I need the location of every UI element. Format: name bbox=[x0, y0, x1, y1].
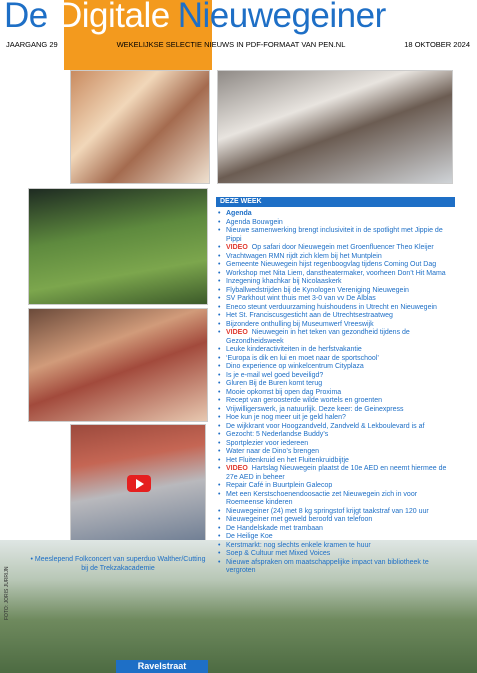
news-link-item[interactable] bbox=[218, 389, 450, 398]
news-link-item[interactable] bbox=[218, 210, 450, 219]
title-word-digitale: Digitale bbox=[56, 0, 170, 35]
news-link-item[interactable] bbox=[218, 355, 450, 364]
news-link-item[interactable] bbox=[218, 270, 450, 279]
news-link-text: Recept van geroosterde wilde wortels en groenten bbox=[226, 397, 383, 404]
photo-museumwerf-unveiling[interactable] bbox=[217, 70, 453, 184]
news-link-text: Gemeente Nieuwegein hijst regenboogvlag tijdens Coming Out Dag bbox=[226, 261, 437, 268]
news-link-item[interactable] bbox=[218, 550, 450, 559]
title-word-de: De bbox=[4, 0, 48, 35]
news-link-text: Flyballwedstrijden bij de Kynologen Vereniging Nieuwegein bbox=[226, 286, 409, 294]
news-link-text: Vrachtwagen RMN rijdt zich klem bij het Muntplein bbox=[226, 252, 382, 260]
news-link-item[interactable] bbox=[218, 491, 450, 508]
news-link-text: De Heilige Koe bbox=[226, 533, 273, 540]
news-link-item[interactable] bbox=[218, 508, 450, 517]
news-link-item[interactable] bbox=[218, 525, 450, 534]
news-link-item[interactable] bbox=[218, 380, 450, 389]
volume-label: JAARGANG 29 bbox=[6, 40, 58, 49]
news-link-item[interactable] bbox=[218, 516, 450, 525]
news-link-item[interactable] bbox=[218, 321, 450, 330]
news-link-item[interactable] bbox=[218, 542, 450, 551]
news-link-item[interactable] bbox=[218, 559, 450, 576]
news-link-item[interactable] bbox=[218, 219, 450, 228]
news-link-text: De Handelskade met trambaan bbox=[226, 524, 323, 532]
deze-week-list bbox=[218, 210, 450, 576]
news-link-item[interactable] bbox=[218, 406, 450, 415]
news-link-item[interactable] bbox=[218, 329, 450, 346]
video-tag: VIDEO bbox=[226, 329, 248, 336]
tagline: WEKELIJKSE SELECTIE NIEUWS IN PDF-FORMAAT VAN PEN.NL bbox=[116, 40, 346, 49]
video-tag: VIDEO bbox=[226, 244, 248, 251]
photo-flyball[interactable] bbox=[28, 188, 208, 305]
news-link-item[interactable] bbox=[218, 261, 450, 270]
news-link-text: Repair Café in Buurtplein Galecop bbox=[226, 482, 333, 489]
news-link-item[interactable] bbox=[218, 363, 450, 372]
news-link-text: Agenda Bouwgein bbox=[226, 218, 283, 226]
news-link-text: Mooie opkomst bij open dag Proxima bbox=[226, 388, 342, 396]
photo-aed-video[interactable] bbox=[70, 424, 206, 544]
video-tag: VIDEO bbox=[226, 465, 248, 472]
photo-jippie-de-pippi[interactable] bbox=[70, 70, 210, 184]
news-link-text: Agenda bbox=[226, 210, 252, 217]
news-link-text: Nieuwe afspraken om maatschappelijke impact van bibliotheek te vergroten bbox=[226, 558, 429, 574]
masthead bbox=[0, 0, 477, 56]
news-link-item[interactable] bbox=[218, 465, 450, 482]
news-link-text: Gluren Bij de Buren komt terug bbox=[226, 380, 323, 387]
news-link-text: Vrijwilligerswerk, ja natuurlijk. Deze keer: de Geinexpress bbox=[226, 405, 404, 413]
news-link-text: SV Parkhout wint thuis met 3-0 van vv De Alblas bbox=[226, 295, 376, 302]
news-link-text: Workshop met Nita Liem, danstheatermaker, voorheen Don’t Hit Mama bbox=[226, 269, 446, 277]
news-link-item[interactable] bbox=[218, 482, 450, 491]
folkconcert-link[interactable]: • Meeslepend Folkconcert van superduo Walther/Cutting bij de Trekzakacademie bbox=[30, 556, 206, 572]
news-link-item[interactable] bbox=[218, 227, 450, 244]
news-link-text: Gezocht: 5 Nederlandse Buddy’s bbox=[226, 431, 329, 438]
newspaper-title bbox=[4, 0, 386, 36]
news-link-item[interactable] bbox=[218, 533, 450, 542]
play-video-icon[interactable] bbox=[127, 475, 151, 492]
news-link-text: Hartslag Nieuwegein plaatst de 10e AED en neemt hiermee de 27e AED in beheer bbox=[226, 465, 447, 481]
news-link-text: Het Fluitenkruid en het Fluitenkruidbijtje bbox=[226, 456, 349, 464]
location-label: Ravelstraat bbox=[116, 660, 208, 673]
news-link-item[interactable] bbox=[218, 423, 450, 432]
news-link-text: Sportplezier voor iedereen bbox=[226, 439, 309, 447]
news-link-text: Eneco steunt verduurzaming huishoudens in Utrecht en Nieuwegein bbox=[226, 303, 437, 311]
title-word-nieuwegeiner: Nieuwegeiner bbox=[177, 0, 386, 35]
masthead-subline bbox=[6, 40, 470, 49]
news-link-text: Nieuwe samenwerking brengt inclusiviteit in de spotlight met Jippie de Pippi bbox=[226, 227, 443, 243]
news-link-item[interactable] bbox=[218, 253, 450, 262]
news-link-text: Inzegening khachkar bij Nicolaaskerk bbox=[226, 278, 342, 285]
news-link-text: Hoe kun je nog meer uit je geld halen? bbox=[226, 414, 346, 421]
deze-week-header: DEZE WEEK bbox=[216, 197, 455, 207]
news-link-item[interactable] bbox=[218, 431, 450, 440]
news-link-item[interactable] bbox=[218, 372, 450, 381]
news-link-text: Leuke kinderactiviteiten in de herfstvakantie bbox=[226, 346, 362, 353]
news-link-item[interactable] bbox=[218, 312, 450, 321]
photo-credit: FOTO: JORIS JURRIJN bbox=[4, 566, 10, 620]
news-link-text: Soep & Cultuur met Mixed Voices bbox=[226, 550, 331, 557]
news-link-item[interactable] bbox=[218, 448, 450, 457]
news-link-item[interactable] bbox=[218, 457, 450, 466]
news-link-item[interactable] bbox=[218, 414, 450, 423]
news-link-text: Water naar de Dino’s brengen bbox=[226, 448, 319, 455]
news-link-text: Op safari door Nieuwegein met Groenfluencer Theo Kleijer bbox=[251, 244, 434, 251]
news-link-text: Het St. Franciscusgesticht aan de Utrechtsestraatweg bbox=[226, 312, 393, 319]
news-link-item[interactable] bbox=[218, 278, 450, 287]
news-link-text: Nieuwegeiner met geweld beroofd van telefoon bbox=[226, 516, 373, 523]
issue-date: 18 OKTOBER 2024 bbox=[404, 40, 470, 49]
news-link-text: Bijzondere onthulling bij Museumwerf Vreeswijk bbox=[226, 320, 374, 328]
news-link-item[interactable] bbox=[218, 397, 450, 406]
news-link-item[interactable] bbox=[218, 244, 450, 253]
news-link-item[interactable] bbox=[218, 287, 450, 296]
news-link-text: Kerstmarkt: nog slechts enkele kramen te huur bbox=[226, 541, 371, 549]
news-link-text: Is je e-mail wel goed beveiligd? bbox=[226, 371, 324, 379]
news-link-text: Nieuwegein in het teken van gezondheid tijdens de Gezondheidsweek bbox=[226, 329, 410, 345]
news-link-text: De wijkkrant voor Hoogzandveld, Zandveld & Lekboulevard is af bbox=[226, 422, 425, 430]
news-link-item[interactable] bbox=[218, 440, 450, 449]
news-link-item[interactable] bbox=[218, 304, 450, 313]
news-link-text: ‘Europa is dik en lui en moet naar de sportschool’ bbox=[226, 354, 379, 362]
news-link-text: Met een Kerstschoenendoosactie zet Nieuwegein zich in voor Roemeense kinderen bbox=[226, 490, 418, 506]
news-link-text: Nieuwegeiner (24) met 8 kg springstof krijgt taakstraf van 120 uur bbox=[226, 507, 429, 515]
news-link-item[interactable] bbox=[218, 295, 450, 304]
news-link-item[interactable] bbox=[218, 346, 450, 355]
photo-gezondheidsweek[interactable] bbox=[28, 308, 208, 422]
news-link-text: Dino experience op winkelcentrum Cityplaza bbox=[226, 363, 364, 370]
